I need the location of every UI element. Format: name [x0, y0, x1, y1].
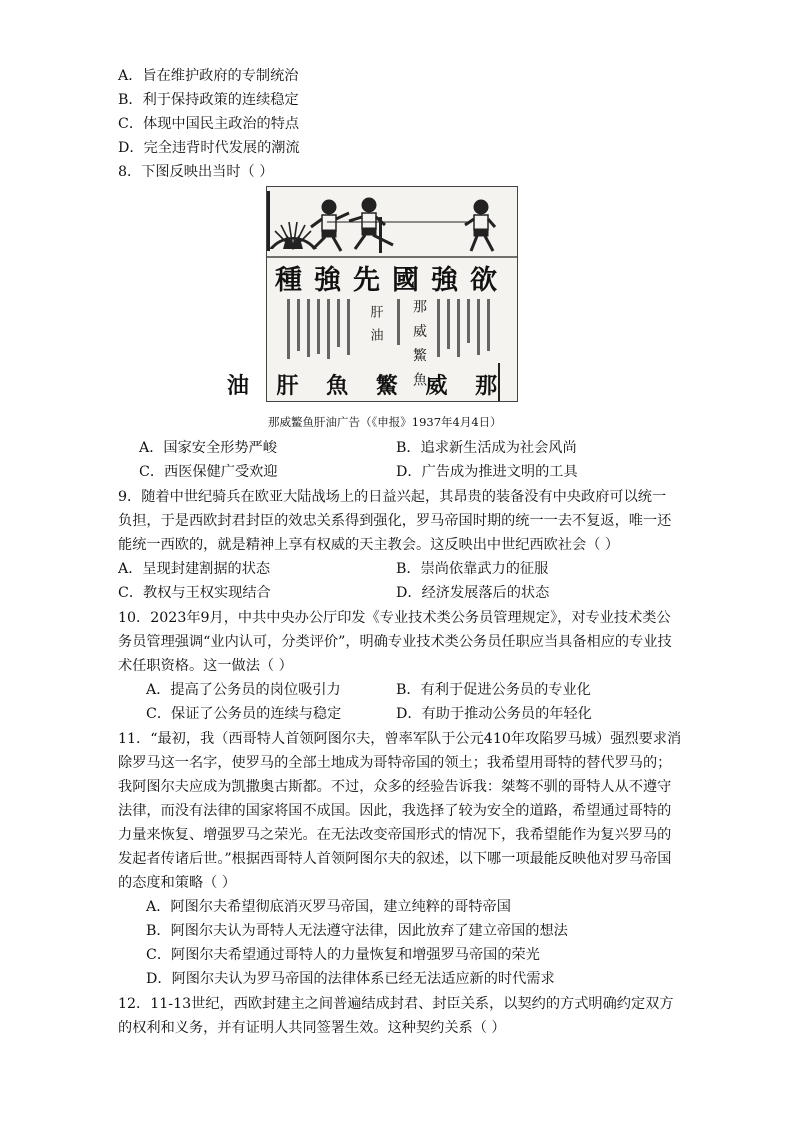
- q9-option-a: A．呈现封建割据的状态: [118, 561, 271, 577]
- q8-option-b: B．追求新生活成为社会风尚: [396, 440, 577, 456]
- advertisement-drawing: [226, 187, 517, 401]
- q9-option-c: C．教权与王权实现结合: [118, 585, 271, 601]
- q8-stem: 8．下图反映出当时（ ）: [118, 164, 274, 180]
- q9-stem-line-1: 9．随着中世纪骑兵在欧亚大陆战场上的日益兴起，其昂贵的装备没有中央政府可以统一: [118, 489, 667, 505]
- q11-option-c: C．阿图尔夫希望通过哥特人的力量恢复和增强罗马帝国的荣光: [146, 947, 540, 963]
- q10-option-b: B．有利于促进公务员的专业化: [396, 682, 591, 698]
- ad-bottom-banner: 油 肝 魚 鰵 威 那: [226, 373, 508, 399]
- q11-stem-line-5: 力量来恢复、增强罗马之荣光。在无法改变帝国形式的情况下，我希望能作为复兴罗马的: [118, 827, 672, 843]
- q11-option-a: A．阿图尔夫希望彻底消灭罗马帝国，建立纯粹的哥特帝国: [146, 899, 511, 915]
- ad-vertical-title: 那 威 鰵 魚: [411, 299, 427, 390]
- ad-headline: 種強先國強欲: [275, 265, 509, 296]
- q10-option-d: D．有助于推动公务员的年轻化: [396, 706, 592, 722]
- q10-stem-line-2: 务员管理强调“业内认可，分类评价”，明确专业技术类公务员任职应当具备相应的专业技: [118, 634, 672, 650]
- finish-post-icon: [379, 217, 382, 253]
- q10-option-c: C．保证了公务员的连续与稳定: [146, 706, 342, 722]
- q11-stem-line-6: 发起者传诸后世。”根据西哥特人首领阿图尔夫的叙述，以下哪一项最能反映他对罗马帝国: [118, 851, 672, 867]
- q10-option-a: A．提高了公务员的岗位吸引力: [146, 682, 341, 698]
- q7-option-b: B．利于保持政策的连续稳定: [118, 92, 299, 108]
- q11-stem-line-3: 我阿图尔夫应成为凯撒奥古斯都。不过，众多的经验告诉我：桀骜不驯的哥特人从不遵守: [118, 779, 672, 795]
- q9-stem-line-2: 负担，于是西欧封君封臣的效忠关系得到强化，罗马帝国时期的统一一去不复返，唯一还: [118, 513, 672, 529]
- q11-stem-line-4: 法律，而没有法律的国家将国不成国。因此，我选择了较为安全的道路，希望通过哥特的: [118, 803, 672, 819]
- q9-option-d: D．经济发展落后的状态: [396, 585, 550, 601]
- cod-liver-oil-advertisement-image: [226, 186, 518, 402]
- q10-stem-line-3: 术任职资格。这一做法（ ）: [118, 658, 293, 674]
- q11-option-b: B．阿图尔夫认为哥特人无法遵守法律，因此放弃了建立帝国的想法: [146, 923, 568, 939]
- q8-option-c: C．西医保健广受欢迎: [139, 464, 278, 480]
- q7-option-c: C．体现中国民主政治的特点: [118, 116, 300, 132]
- q11-option-d: D．阿图尔夫认为罗马帝国的法律体系已经无法适应新的时代需求: [146, 971, 555, 987]
- q7-option-a: A．旨在维护政府的专制统治: [118, 68, 299, 84]
- q8-option-a: A．国家安全形势严峻: [139, 440, 277, 456]
- q8-option-d: D．广告成为推进文明的工具: [396, 464, 578, 480]
- ad-vertical-subtitle: 肝 油: [367, 305, 383, 345]
- q11-stem-line-1: 11．“最初，我（西哥特人首领阿图尔夫，曾率军队于公元410年攻陷罗马城）强烈要求消: [118, 731, 682, 747]
- q12-stem-line-2: 的权利和义务，并有证明人共同签署生效。这种契约关系（ ）: [118, 1020, 506, 1036]
- figure-caption: 那威鳘鱼肝油广告（《申报》1937年4月4日）: [268, 415, 502, 429]
- q9-stem-line-3: 能统一西欧的，就是精神上享有权威的天主教会。这反映出中世纪西欧社会（ ）: [118, 537, 620, 553]
- q10-stem-line-1: 10．2023年9月，中共中央办公厅印发《专业技术类公务员管理规定》，对专业技术类公: [118, 610, 671, 626]
- q11-stem-line-7: 的态度和策略（ ）: [118, 875, 237, 891]
- q9-option-b: B．崇尚依靠武力的征服: [396, 561, 549, 577]
- q11-stem-line-2: 除罗马这一名字，使罗马的全部土地成为哥特帝国的领土；我希望用哥特的替代罗马的；: [118, 755, 672, 771]
- q7-option-d: D．完全违背时代发展的潮流: [118, 140, 300, 156]
- q12-stem-line-1: 12．11-13世纪，西欧封建主之间普遍结成封君、封臣关系，以契约的方式明确约定双方: [118, 996, 674, 1012]
